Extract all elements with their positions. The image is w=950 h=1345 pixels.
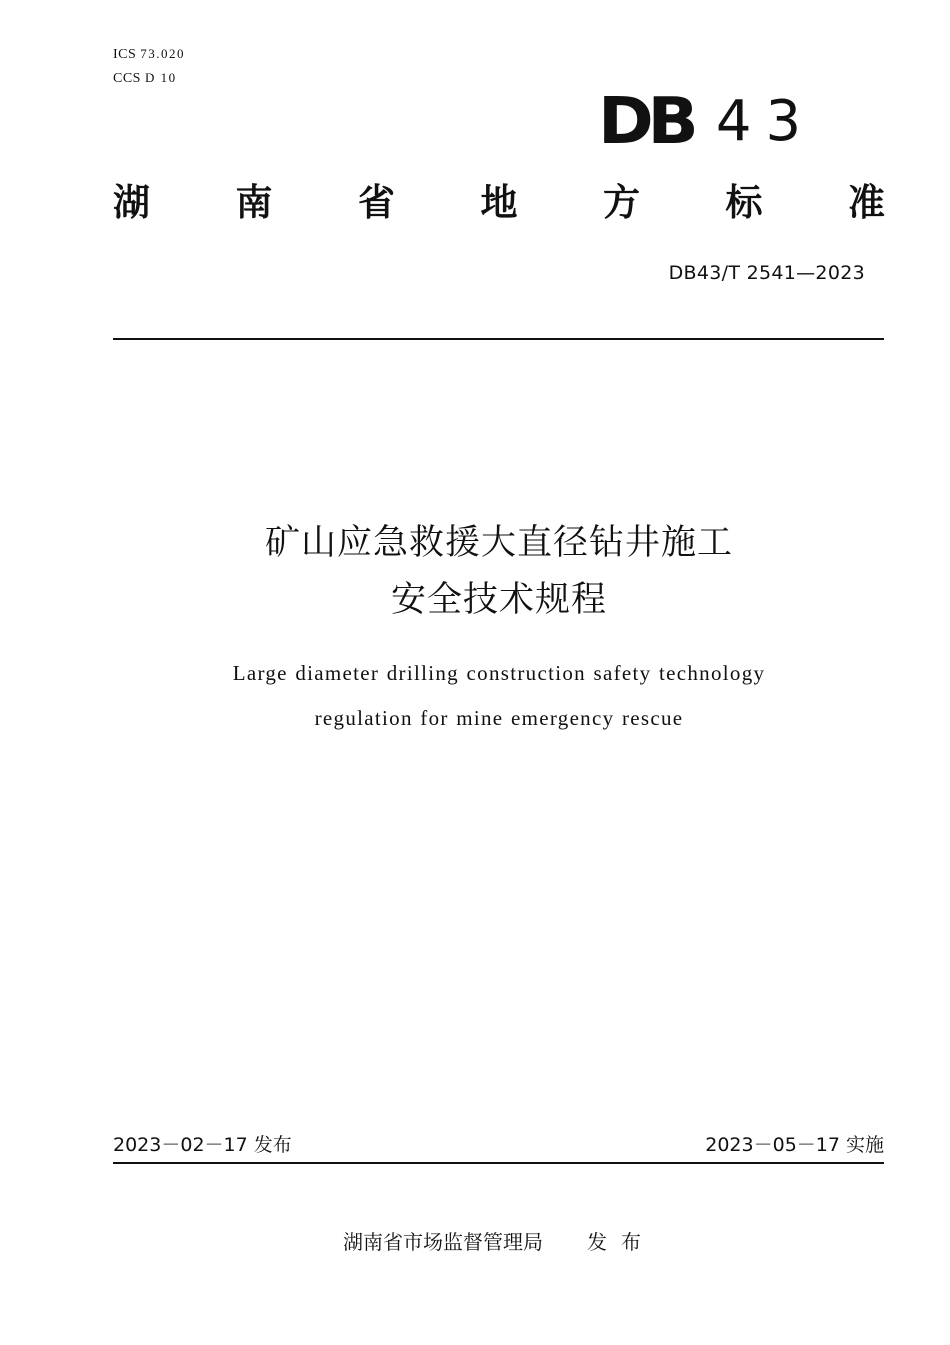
title-cn-line1: 矿山应急救援大直径钻井施工: [264, 523, 733, 563]
standard-type-char: 地: [480, 181, 518, 224]
db-logo-block: [598, 85, 816, 159]
ics-value: 73.020: [140, 46, 186, 61]
issuer-line: [113, 1227, 885, 1257]
standard-type-char: 准: [848, 181, 885, 224]
db-region-number: 43: [715, 89, 816, 154]
ccs-label: CCS: [113, 71, 141, 86]
standard-code: DB43/T 2541—2023: [668, 262, 865, 284]
top-divider: [113, 338, 884, 340]
standard-type-title: [113, 178, 885, 228]
standard-type-char: 湖: [113, 181, 150, 224]
standard-type-char: 方: [603, 181, 640, 224]
ics-label: ICS: [113, 47, 137, 62]
ics-code: [113, 46, 185, 63]
issuer-verb: 发布: [587, 1230, 655, 1254]
standard-type-char: 南: [235, 181, 273, 224]
db-logo: DB: [598, 85, 693, 159]
bottom-divider: [113, 1162, 884, 1164]
standard-type-char: 省: [358, 181, 395, 224]
publish-date: 2023－02－17 发布: [113, 1134, 292, 1156]
ccs-value: D 10: [144, 70, 177, 85]
title-en-line2: regulation for mine emergency rescue: [314, 706, 684, 730]
standard-type-char: 标: [725, 181, 763, 224]
title-en-line1: Large diameter drilling construction safety technology: [232, 661, 766, 685]
issuer-name: 湖南省市场监督管理局: [343, 1230, 543, 1254]
effective-date: 2023－05－17 实施: [705, 1134, 884, 1156]
title-cn-line2: 安全技术规程: [390, 580, 607, 620]
ccs-code: [113, 70, 177, 87]
